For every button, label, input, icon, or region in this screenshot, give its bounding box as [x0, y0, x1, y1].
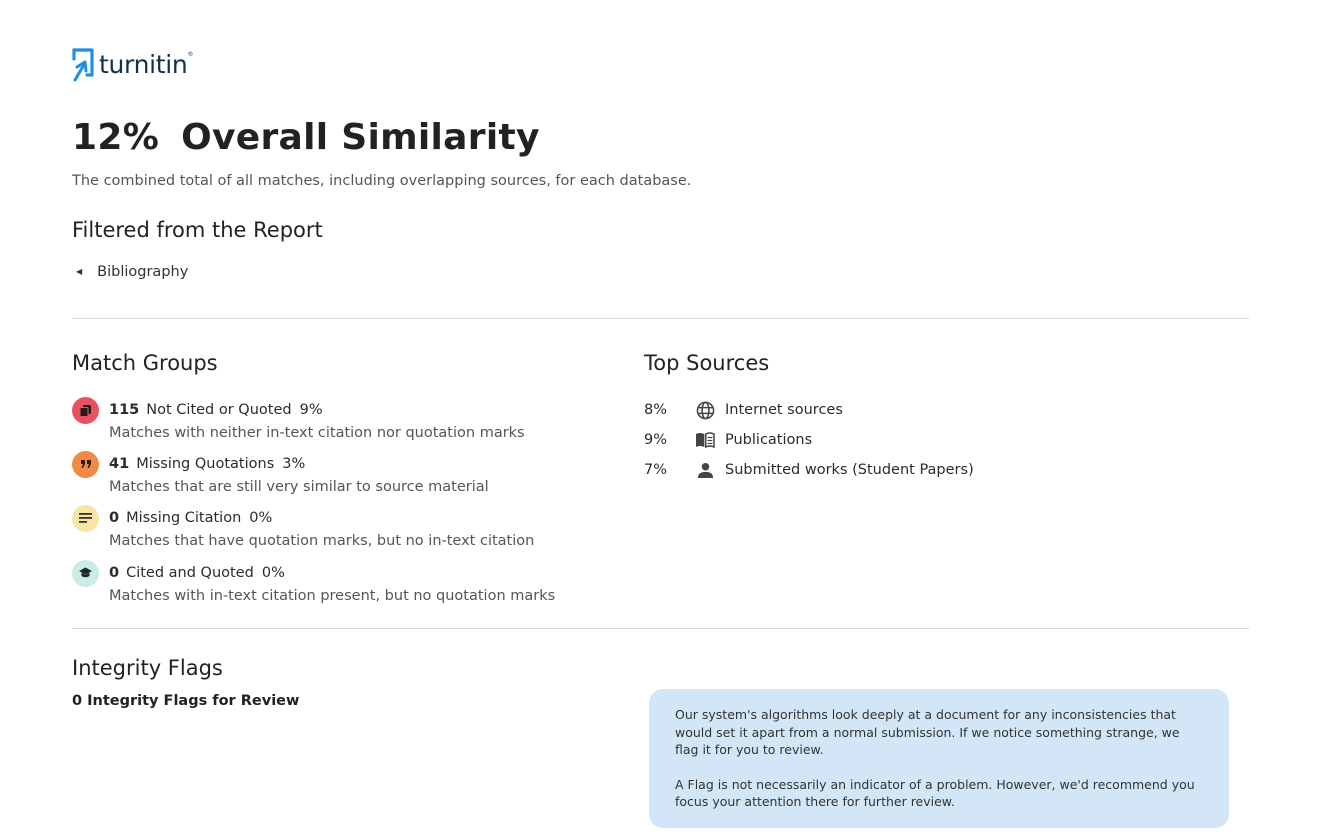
top-source-percent: 9% [644, 432, 668, 448]
logo-trademark: ® [187, 51, 194, 58]
integrity-info-box [649, 689, 1229, 828]
filtered-item-label: Bibliography [97, 264, 189, 280]
filtered-item [76, 262, 188, 282]
match-group-count: 115 [109, 402, 140, 418]
overall-percent: 12% [72, 117, 160, 158]
overall-similarity-heading [72, 115, 540, 161]
text-lines-icon [72, 505, 99, 532]
top-source-label: Internet sources [725, 402, 843, 418]
match-group-percent: 0% [261, 565, 285, 581]
turnitin-logo [72, 47, 193, 83]
match-group-label: Not Cited or Quoted [146, 402, 292, 418]
integrity-info-paragraph: Our system's algorithms look deeply at a document for any inconsistencies that would set it apart from a normal submission. If we notice something strange, we flag it for you to review. [675, 707, 1180, 757]
match-group-percent: 0% [249, 510, 273, 526]
match-group-count: 0 [109, 510, 120, 526]
match-group-label: Missing Citation [126, 510, 242, 526]
match-group-description: Matches with in-text citation present, but no quotation marks [109, 588, 556, 604]
turnitin-mark-icon [72, 47, 96, 83]
divider [72, 318, 1249, 319]
top-source-label: Publications [725, 432, 813, 448]
integrity-flags-count: 0 Integrity Flags for Review [72, 693, 300, 709]
match-group-description: Matches that have quotation marks, but no in-text citation [109, 533, 535, 549]
match-group-description: Matches that are still very similar to source material [109, 479, 489, 495]
top-source-publications[interactable] [644, 429, 812, 451]
match-group-missing-quotations[interactable] [72, 451, 612, 496]
divider [72, 628, 1249, 629]
match-group-description: Matches with neither in-text citation nor quotation marks [109, 425, 525, 441]
overall-title: Overall Similarity [181, 117, 540, 158]
match-group-missing-citation[interactable] [72, 505, 612, 550]
top-source-submitted-works[interactable] [644, 459, 974, 481]
top-source-internet[interactable] [644, 399, 843, 421]
match-group-label: Cited and Quoted [126, 565, 254, 581]
top-source-percent: 8% [644, 402, 668, 418]
bullet-icon: ◀ [76, 267, 83, 276]
globe-icon [694, 399, 716, 421]
overall-description: The combined total of all matches, including overlapping sources, for each database. [72, 173, 692, 189]
match-group-cited-quoted[interactable] [72, 560, 612, 605]
match-group-count: 0 [109, 565, 120, 581]
logo-text: turnitin [99, 50, 188, 79]
copy-icon [72, 397, 99, 424]
match-group-percent: 3% [282, 456, 306, 472]
book-icon [694, 429, 716, 451]
match-groups-title: Match Groups [72, 351, 218, 375]
quote-icon [72, 451, 99, 478]
match-group-not-cited[interactable] [72, 397, 612, 442]
top-source-percent: 7% [644, 462, 668, 478]
filtered-title: Filtered from the Report [72, 218, 323, 242]
top-sources-title: Top Sources [644, 351, 770, 375]
graduation-cap-icon [72, 560, 99, 587]
top-source-label: Submitted works (Student Papers) [725, 462, 974, 478]
match-group-count: 41 [109, 456, 130, 472]
person-icon [694, 459, 716, 481]
match-group-percent: 9% [299, 402, 323, 418]
integrity-info-paragraph: A Flag is not necessarily an indicator of a problem. However, we'd recommend you focus your attention there for further review. [675, 776, 1195, 809]
integrity-flags-title: Integrity Flags [72, 656, 223, 680]
match-group-label: Missing Quotations [136, 456, 275, 472]
